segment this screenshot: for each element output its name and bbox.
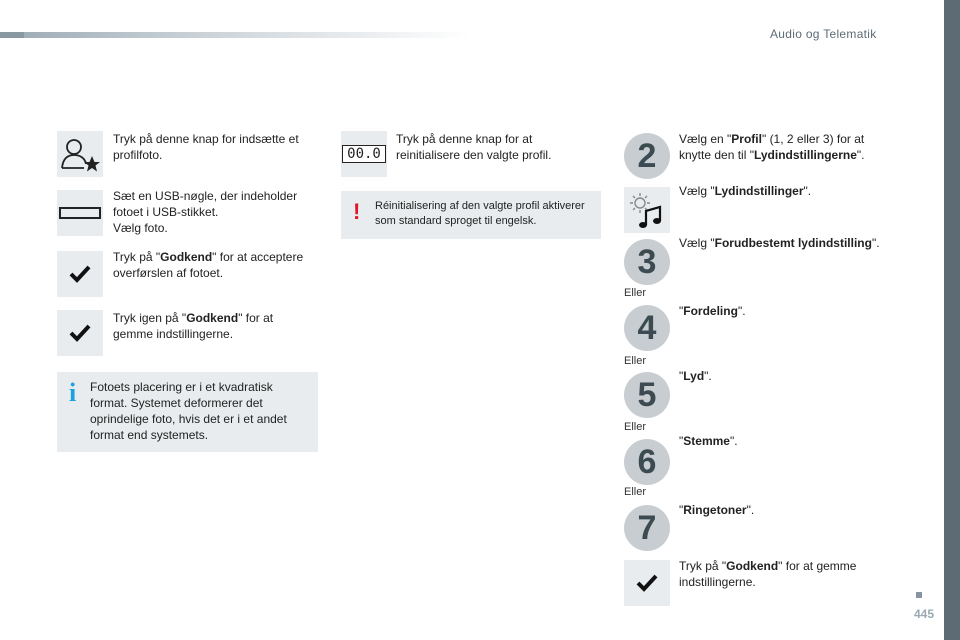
step-4-badge: 4 [624,305,670,351]
step-3-text: Vælg "Forudbestemt lydindstilling". [679,236,880,250]
step-7-text: "Ringetoner". [679,503,755,517]
save-settings-text: Tryk igen på "Godkend" for at gemme indstillingerne. [113,311,274,341]
step-2-badge: 2 [624,133,670,179]
reset-counter-value: 00.0 [342,145,386,163]
accept-photo-text: Tryk på "Godkend" for at acceptere overførslen af fotoet. [113,250,304,280]
usb-stick-icon [57,190,103,236]
section-title: Audio og Telematik [770,27,877,41]
page-edge-bar [944,0,960,640]
or-label: Eller [624,355,647,367]
step-5-badge: 5 [624,372,670,418]
step-6-text: "Stemme". [679,434,738,448]
usb-text: Sæt en USB-nøgle, der indeholder fotoet i USB-stikket. Vælg foto. [113,189,298,235]
reset-text: Tryk på denne knap for at reinitialisere den valgte profil. [396,132,552,162]
page-marker [916,592,922,598]
step-3-badge: 3 [624,239,670,285]
confirm-text: Tryk på "Godkend" for at gemme indstillingerne. [679,559,857,589]
profile-photo-icon [57,131,103,177]
step-4-text: "Fordeling". [679,304,746,318]
checkmark-icon[interactable] [57,310,103,356]
step-7-badge: 7 [624,505,670,551]
page-number: 445 [914,607,935,621]
warning-note-text: Réinitialisering af den valgte profil aktiverer som standard sproget til engelsk. [375,200,585,227]
reset-counter-icon[interactable] [341,131,387,177]
step-6-badge: 6 [624,439,670,485]
profile-photo-text: Tryk på denne knap for indsætte et profilfoto. [113,132,299,162]
header-bar [0,32,470,38]
sound-settings-text: Vælg "Lydindstillinger". [679,184,812,198]
step-2-text: Vælg en "Profil" (1, 2 eller 3) for at knytte den til "Lydindstillingerne". [679,132,865,162]
step-5-text: "Lyd". [679,369,712,383]
checkmark-icon[interactable] [624,560,670,606]
or-label: Eller [624,486,647,498]
info-note-text: Fotoets placering er i et kvadratisk format. Systemet deformerer det oprindelige foto, hvis det er i et andet format end systemets. [90,380,287,442]
or-label: Eller [624,287,647,299]
info-icon: i [69,378,77,407]
sound-settings-icon[interactable] [624,187,670,233]
checkmark-icon[interactable] [57,251,103,297]
or-label: Eller [624,421,647,433]
info-note [57,372,318,452]
warning-note [341,191,601,239]
warning-icon: ! [353,199,361,224]
